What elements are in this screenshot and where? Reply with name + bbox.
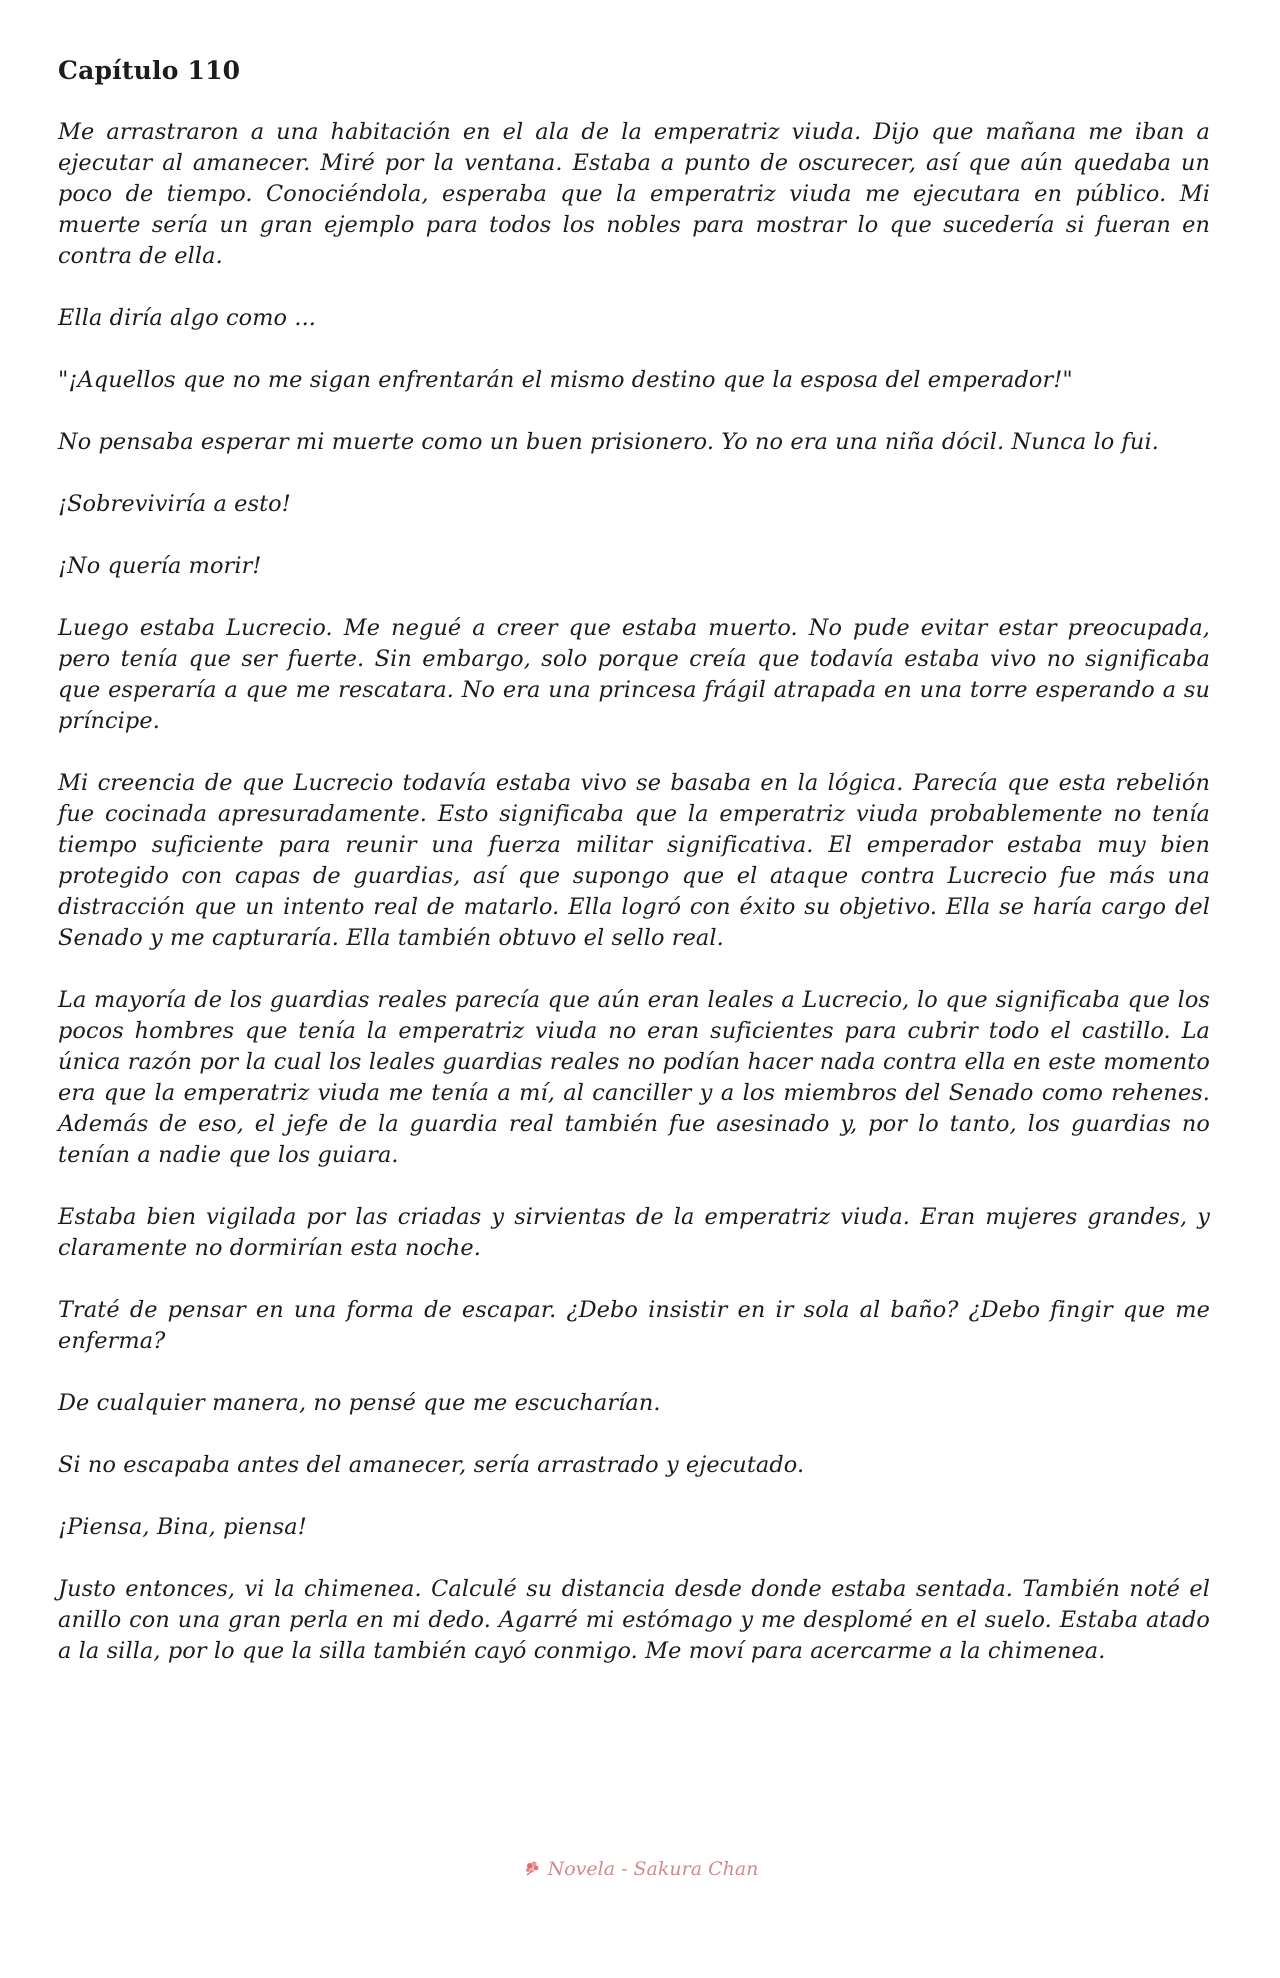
watermark	[0, 1858, 1280, 1880]
chapter-body	[58, 117, 1210, 1667]
sakura-flower-icon	[522, 1860, 544, 1876]
paragraph: Luego estaba Lucrecio. Me negué a creer que estaba muerto. No pude evitar estar preocupada, pero tenía que ser fuerte. Sin embargo, solo porque creía que todavía estaba vivo no significaba que esperaría a que me rescatara. No era una princesa frágil atrapada en una torre esperando a su príncipe.	[58, 615, 1210, 734]
paragraph: Mi creencia de que Lucrecio todavía estaba vivo se basaba en la lógica. Parecía que esta rebelión fue cocinada apresuradamente. Esto significaba que la emperatriz viuda probablemente no tenía tiempo suficiente para reunir una fuerza militar significativa. El emperador estaba muy bien protegido con capas de guardias, así que supongo que el ataque contra Lucrecio fue más una distracción que un intento real de matarlo. Ella logró con éxito su objetivo. Ella se haría cargo del Senado y me capturaría. Ella también obtuvo el sello real.	[58, 770, 1210, 951]
chapter-title: Capítulo 110	[58, 56, 241, 85]
paragraph: Me arrastraron a una habitación en el ala de la emperatriz viuda. Dijo que mañana me iban a ejecutar al amanecer. Miré por la ventana. Estaba a punto de oscurecer, así que aún quedaba un poco de tiempo. Conociéndola, esperaba que la emperatriz viuda me ejecutara en público. Mi muerte sería un gran ejemplo para todos los nobles para mostrar lo que sucedería si fueran en contra de ella.	[58, 119, 1210, 269]
paragraph: Si no escapaba antes del amanecer, sería arrastrado y ejecutado.	[58, 1452, 805, 1478]
paragraph: ¡Piensa, Bina, piensa!	[58, 1514, 307, 1540]
paragraph: Estaba bien vigilada por las criadas y sirvientas de la emperatriz viuda. Eran mujeres grandes, y claramente no dormirían esta noche.	[58, 1204, 1210, 1261]
paragraph: Ella diría algo como ...	[58, 305, 317, 331]
paragraph: No pensaba esperar mi muerte como un buen prisionero. Yo no era una niña dócil. Nunca lo fui.	[58, 429, 1159, 455]
paragraph: Justo entonces, vi la chimenea. Calculé su distancia desde donde estaba sentada. También noté el anillo con una gran perla en mi dedo. Agarré mi estómago y me desplomé en el suelo. Estaba atado a la silla, por lo que la silla también cayó conmigo. Me moví para acercarme a la chimenea.	[58, 1576, 1210, 1664]
paragraph: De cualquier manera, no pensé que me escucharían.	[58, 1390, 661, 1416]
paragraph: ¡No quería morir!	[58, 553, 262, 579]
paragraph: Traté de pensar en una forma de escapar. ¿Debo insistir en ir sola al baño? ¿Debo fingir que me enferma?	[58, 1297, 1210, 1354]
paragraph: ¡Sobreviviría a esto!	[58, 491, 291, 517]
paragraph: "¡Aquellos que no me sigan enfrentarán el mismo destino que la esposa del emperador!"	[58, 367, 1073, 393]
watermark-text: Novela - Sakura Chan	[547, 1858, 759, 1880]
paragraph: La mayoría de los guardias reales parecía que aún eran leales a Lucrecio, lo que significaba que los pocos hombres que tenía la emperatriz viuda no eran suficientes para cubrir todo el castillo. La única razón por la cual los leales guardias reales no podían hacer nada contra ella en este momento era que la emperatriz viuda me tenía a mí, al canciller y a los miembros del Senado como rehenes. Además de eso, el jefe de la guardia real también fue asesinado y, por lo tanto, los guardias no tenían a nadie que los guiara.	[58, 987, 1210, 1168]
document-page	[58, 56, 1210, 1698]
